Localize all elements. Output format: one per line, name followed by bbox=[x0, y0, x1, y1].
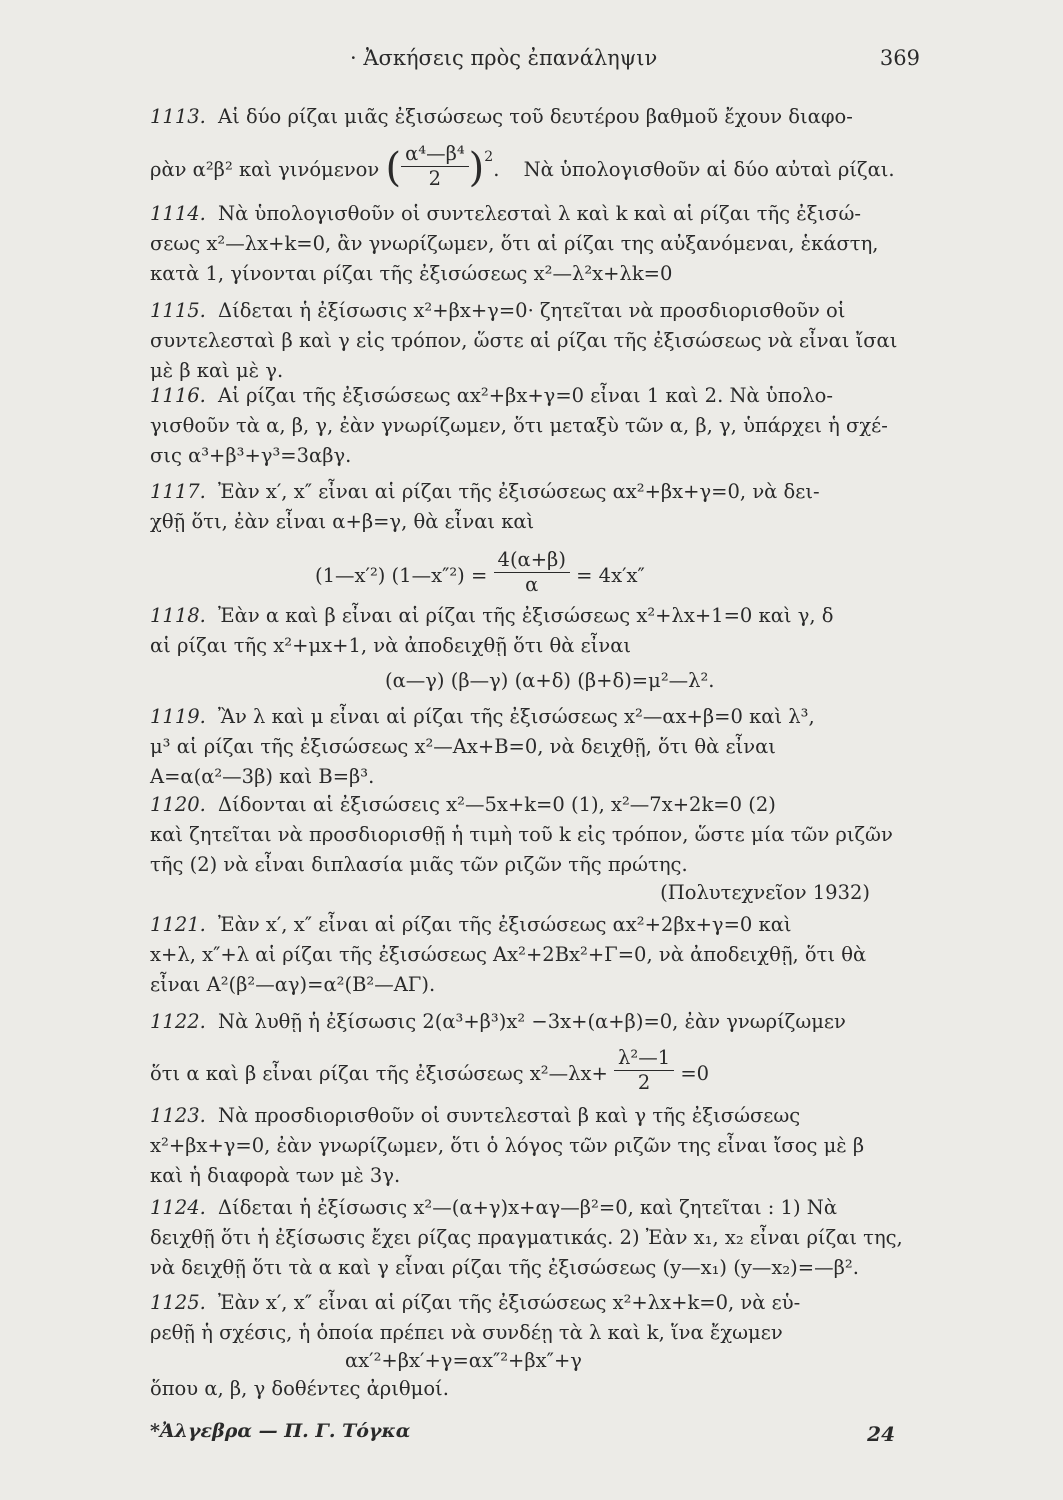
exercise-number: 1123. bbox=[150, 1104, 206, 1127]
exercise-text: Ἐὰν α καὶ β εἶναι αἱ ρίζαι τῆς ἐξισώσεως x²+λx+1=0 καὶ γ, δ bbox=[218, 604, 834, 627]
fraction bbox=[401, 142, 469, 191]
exercise-line: αἱ ρίζαι τῆς x²+μx+1, νὰ ἀποδειχθῇ ὅτι θὰ εἶναι bbox=[150, 634, 632, 657]
running-title: · Ἀσκήσεις πρὸς ἐπανάληψιν bbox=[350, 46, 658, 70]
exercise-text: Νὰ λυθῇ ἡ ἐξίσωσις 2(α³+β³)x² −3x+(α+β)=0, ἐὰν γνωρίζωμεν bbox=[218, 1010, 846, 1033]
exercise-line: A=α(α²—3β) καὶ B=β³. bbox=[150, 765, 375, 788]
exercise-line: νὰ δειχθῇ ὅτι τὰ α καὶ γ εἶναι ρίζαι τῆς ἐξισώσεως (y—x₁) (y—x₂)=—β². bbox=[150, 1256, 859, 1279]
exercise-line: μὲ β καὶ μὲ γ. bbox=[150, 359, 284, 382]
exercise-number: 1121. bbox=[150, 913, 206, 936]
exercise-1121 bbox=[150, 910, 920, 940]
fraction-denominator: α bbox=[525, 573, 539, 596]
exercise-number: 1117. bbox=[150, 480, 206, 503]
exercise-number: 1122. bbox=[150, 1010, 206, 1033]
exercise-number: 1125. bbox=[150, 1291, 206, 1314]
exercise-1124 bbox=[150, 1193, 920, 1223]
exercise-1119 bbox=[150, 702, 920, 732]
fraction-denominator: 2 bbox=[428, 167, 442, 190]
exercise-1122 bbox=[150, 1007, 920, 1037]
fraction bbox=[614, 1046, 674, 1095]
exercise-text: ρὰν α²β² καὶ γινόμενον bbox=[150, 158, 380, 181]
exercise-line: σις α³+β³+γ³=3αβγ. bbox=[150, 444, 352, 467]
exercise-1120 bbox=[150, 790, 920, 820]
exercise-line bbox=[150, 1046, 920, 1099]
exercise-1125 bbox=[150, 1288, 920, 1318]
exercise-number: 1118. bbox=[150, 604, 206, 627]
exercise-line: συντελεσταὶ β καὶ γ εἰς τρόπον, ὥστε αἱ ρίζαι τῆς ἐξισώσεως νὰ εἶναι ἴσαι bbox=[150, 329, 898, 352]
formula-1117 bbox=[315, 548, 645, 601]
fraction-numerator: 4(α+β) bbox=[494, 548, 570, 573]
exercise-line: καὶ ἡ διαφορὰ των μὲ 3γ. bbox=[150, 1164, 401, 1187]
exercise-1123 bbox=[150, 1101, 920, 1131]
exercise-line: χθῇ ὅτι, ἐὰν εἶναι α+β=γ, θὰ εἶναι καὶ bbox=[150, 510, 535, 533]
exercise-number: 1114. bbox=[150, 202, 206, 225]
exercise-text: Δίδεται ἡ ἐξίσωσις x²+βx+γ=0· ζητεῖται νὰ προσδιορισθοῦν οἱ bbox=[218, 299, 846, 322]
book-title: *Ἀλγεβρα — Π. Γ. Τόγκα bbox=[150, 1420, 411, 1442]
page-footer bbox=[150, 1420, 895, 1454]
equation-tail: =0 bbox=[680, 1062, 710, 1085]
exercise-text: Αἱ ρίζαι τῆς ἐξισώσεως αx²+βx+γ=0 εἶναι 1 καὶ 2. Νὰ ὑπολο- bbox=[218, 384, 834, 407]
exercise-1114 bbox=[150, 199, 920, 229]
exponent: 2 bbox=[484, 148, 494, 165]
exercise-text: Νὰ ὑπολογισθοῦν αἱ δύο αὐταὶ ρίζαι. bbox=[523, 158, 895, 181]
exercise-line: εἶναι A²(β²—αγ)=α²(B²—AΓ). bbox=[150, 973, 436, 996]
exercise-line: τῆς (2) νὰ εἶναι διπλασία μιᾶς τῶν ριζῶν τῆς πρώτης. bbox=[150, 853, 688, 876]
exercise-text: Δίδονται αἱ ἐξισώσεις x²—5x+k=0 (1), x²—7x+2k=0 (2) bbox=[218, 793, 776, 816]
exercise-line: κατὰ 1, γίνονται ρίζαι τῆς ἐξισώσεως x²—λ²x+λk=0 bbox=[150, 262, 673, 285]
exercise-number: 1116. bbox=[150, 384, 206, 407]
exercise-line: ρὰν α²β² καὶ γινόμενον ( $\frac{\text{α⁴—β⁴}}{2}$ )$^2$. Νὰ ὑπολογισθοῦν αἱ δύο αὐταὶ ρίζαι. bbox=[150, 142, 895, 191]
exercise-text: Ἐὰν x′, x″ εἶναι αἱ ρίζαι τῆς ἐξισώσεως x²+λx+k=0, νὰ εὑ- bbox=[218, 1291, 801, 1314]
exercise-line: δειχθῇ ὅτι ἡ ἐξίσωσις ἔχει ρίζας πραγματικάς. 2) Ἐὰν x₁, x₂ εἶναι ρίζαι της, bbox=[150, 1226, 903, 1249]
exercise-line: σεως x²—λx+k=0, ἂν γνωρίζωμεν, ὅτι αἱ ρίζαι της αὐξανόμεναι, ἑκάστη, bbox=[150, 232, 879, 255]
fraction-numerator: α⁴—β⁴ bbox=[401, 142, 469, 167]
exercise-1116 bbox=[150, 381, 920, 411]
exercise-line: x²+βx+γ=0, ἐὰν γνωρίζωμεν, ὅτι ὁ λόγος τῶν ριζῶν της εἶναι ἴσος μὲ β bbox=[150, 1134, 865, 1157]
exercise-line: ρεθῇ ἡ σχέσις, ἡ ὁποία πρέπει νὰ συνδέῃ τὰ λ καὶ k, ἵνα ἔχωμεν bbox=[150, 1321, 783, 1344]
fraction-numerator: λ²—1 bbox=[614, 1046, 674, 1071]
exercise-line: καὶ ζητεῖται νὰ προσδιορισθῇ ἡ τιμὴ τοῦ k εἰς τρόπον, ὥστε μία τῶν ριζῶν bbox=[150, 823, 893, 846]
exercise-1117 bbox=[150, 477, 920, 507]
exercise-text: Δίδεται ἡ ἐξίσωσις x²—(α+γ)x+αγ—β²=0, καὶ ζητεῖται : 1) Νὰ bbox=[218, 1196, 838, 1219]
exercise-1118 bbox=[150, 601, 920, 631]
exercise-1115 bbox=[150, 296, 920, 326]
formula-1118: (α—γ) (β—γ) (α+δ) (β+δ)=μ²—λ². bbox=[385, 669, 715, 692]
signature-mark: 24 bbox=[867, 1422, 895, 1446]
exercise-line: γισθοῦν τὰ α, β, γ, ἐὰν γνωρίζωμεν, ὅτι μεταξὺ τῶν α, β, γ, ὑπάρχει ἡ σχέ- bbox=[150, 414, 888, 437]
formula-left: (1—x′²) (1—x″²) = bbox=[315, 564, 488, 587]
exercise-text: Ἐὰν x′, x″ εἶναι αἱ ρίζαι τῆς ἐξισώσεως αx²+βx+γ=0, νὰ δει- bbox=[218, 480, 820, 503]
exercise-text: Ἂν λ καὶ μ εἶναι αἱ ρίζαι τῆς ἐξισώσεως x²—αx+β=0 καὶ λ³, bbox=[218, 705, 815, 728]
page-number: 369 bbox=[879, 46, 920, 70]
exercise-line: x+λ, x″+λ αἱ ρίζαι τῆς ἐξισώσεως Ax²+2Bx²+Γ=0, νὰ ἀποδειχθῇ, ὅτι θὰ bbox=[150, 943, 867, 966]
exercise-text: Ἐὰν x′, x″ εἶναι αἱ ρίζαι τῆς ἐξισώσεως αx²+2βx+γ=0 καὶ bbox=[218, 913, 792, 936]
running-header bbox=[150, 46, 920, 78]
exercise-number: 1119. bbox=[150, 705, 206, 728]
exercise-number: 1113. bbox=[150, 105, 206, 128]
formula-right: = 4x′x″ bbox=[576, 564, 645, 587]
exercise-text: Αἱ δύο ρίζαι μιᾶς ἐξισώσεως τοῦ δευτέρου βαθμοῦ ἔχουν διαφο- bbox=[218, 105, 853, 128]
exercise-source: (Πολυτεχνεῖον 1932) bbox=[660, 881, 870, 904]
exercise-line: ὅπου α, β, γ δοθέντες ἀριθμοί. bbox=[150, 1377, 449, 1400]
exercise-line: μ³ αἱ ρίζαι τῆς ἐξισώσεως x²—Ax+B=0, νὰ δειχθῇ, ὅτι θὰ εἶναι bbox=[150, 735, 776, 758]
exercise-text: ὅτι α καὶ β εἶναι ρίζαι τῆς ἐξισώσεως x²—λx+ bbox=[150, 1062, 608, 1085]
fraction-denominator: 2 bbox=[637, 1071, 651, 1094]
exercise-number: 1115. bbox=[150, 299, 206, 322]
exercise-number: 1124. bbox=[150, 1196, 206, 1219]
exercise-number: 1120. bbox=[150, 793, 206, 816]
exercise-text: Νὰ ὑπολογισθοῦν οἱ συντελεσταὶ λ καὶ k καὶ αἱ ρίζαι τῆς ἐξισώ- bbox=[218, 202, 861, 225]
fraction bbox=[494, 548, 570, 597]
exercise-text: Νὰ προσδιορισθοῦν οἱ συντελεσταὶ β καὶ γ τῆς ἐξισώσεως bbox=[218, 1104, 801, 1127]
paren-close: ) bbox=[468, 144, 485, 191]
paren-open: ( bbox=[385, 144, 402, 191]
formula-1125: αx′²+βx′+γ=αx″²+βx″+γ bbox=[345, 1349, 582, 1372]
exercise-1113 bbox=[150, 102, 920, 132]
